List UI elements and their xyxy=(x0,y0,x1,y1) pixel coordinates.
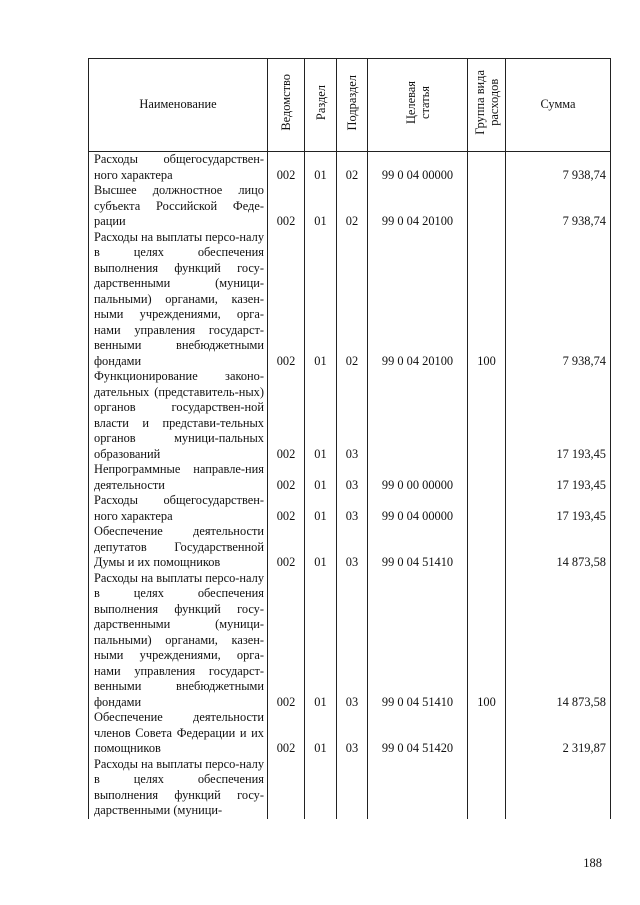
row-target-article: 99 0 04 51410 xyxy=(368,524,468,571)
row-amount xyxy=(506,757,611,819)
row-subsection: 03 xyxy=(337,524,368,571)
header-expense-group: Группа вида расходов xyxy=(468,59,506,152)
row-expense-group xyxy=(468,152,506,184)
row-target-article: 99 0 04 20100 xyxy=(368,183,468,230)
row-department: 002 xyxy=(268,230,305,370)
page-number: 188 xyxy=(583,856,602,870)
table-row xyxy=(89,183,611,230)
row-amount: 2 319,87 xyxy=(506,710,611,757)
row-expense-group xyxy=(468,369,506,462)
table-body xyxy=(89,152,611,819)
row-name: Непрограммные направле-ния деятельности xyxy=(89,462,268,493)
table-header-row xyxy=(89,59,611,152)
table-row xyxy=(89,493,611,524)
row-section: 01 xyxy=(305,183,337,230)
row-name: Обеспечение деятельности членов Совета Федерации и их помощников xyxy=(89,710,268,757)
row-amount: 14 873,58 xyxy=(506,571,611,711)
table-row xyxy=(89,369,611,462)
header-target-article: Целевая статья xyxy=(368,59,468,152)
row-department: 002 xyxy=(268,183,305,230)
row-name: Расходы общегосударствен-ного характера xyxy=(89,493,268,524)
row-name: Расходы на выплаты персо-налу в целях обеспечения выполнения функций госу-дарственными (муници- xyxy=(89,757,268,819)
row-target-article: 99 0 04 00000 xyxy=(368,152,468,184)
row-target-article: 99 0 04 51410 xyxy=(368,571,468,711)
row-section: 01 xyxy=(305,230,337,370)
row-expense-group xyxy=(468,183,506,230)
row-amount: 7 938,74 xyxy=(506,183,611,230)
row-subsection: 02 xyxy=(337,152,368,184)
row-department: 002 xyxy=(268,710,305,757)
row-name: Обеспечение деятельности депутатов Государственной Думы и их помощников xyxy=(89,524,268,571)
row-subsection: 03 xyxy=(337,462,368,493)
row-amount: 7 938,74 xyxy=(506,230,611,370)
row-name: Расходы на выплаты персо-налу в целях обеспечения выполнения функций госу-дарственными (муници-пальными) органами, казен-ными учреждениями, орга-нами управления государст-венными внебюджетными фондами xyxy=(89,230,268,370)
row-department: 002 xyxy=(268,571,305,711)
row-amount: 17 193,45 xyxy=(506,462,611,493)
table-row xyxy=(89,710,611,757)
row-amount: 17 193,45 xyxy=(506,369,611,462)
header-department: Ведомство xyxy=(268,59,305,152)
row-subsection: 03 xyxy=(337,493,368,524)
header-subsection: Подраздел xyxy=(337,59,368,152)
row-expense-group xyxy=(468,757,506,819)
row-target-article: 99 0 04 20100 xyxy=(368,230,468,370)
row-department: 002 xyxy=(268,462,305,493)
row-amount: 7 938,74 xyxy=(506,152,611,184)
row-amount: 14 873,58 xyxy=(506,524,611,571)
header-section: Раздел xyxy=(305,59,337,152)
row-expense-group xyxy=(468,710,506,757)
row-subsection: 03 xyxy=(337,571,368,711)
row-target-article: 99 0 04 51420 xyxy=(368,710,468,757)
row-section: 01 xyxy=(305,493,337,524)
row-amount: 17 193,45 xyxy=(506,493,611,524)
row-subsection: 02 xyxy=(337,183,368,230)
row-expense-group xyxy=(468,462,506,493)
row-department xyxy=(268,757,305,819)
row-target-article: 99 0 00 00000 xyxy=(368,462,468,493)
row-name: Функционирование законо-дательных (представитель-ных) органов государствен-ной власти и представи-тельных органов муници-пальных образований xyxy=(89,369,268,462)
row-target-article xyxy=(368,757,468,819)
table-row xyxy=(89,462,611,493)
table-row xyxy=(89,524,611,571)
row-expense-group: 100 xyxy=(468,571,506,711)
row-section: 01 xyxy=(305,152,337,184)
row-name: Расходы общегосударствен-ного характера xyxy=(89,152,268,184)
row-expense-group xyxy=(468,493,506,524)
row-section xyxy=(305,757,337,819)
row-section: 01 xyxy=(305,524,337,571)
row-department: 002 xyxy=(268,493,305,524)
row-expense-group xyxy=(468,524,506,571)
table-row xyxy=(89,230,611,370)
table-row xyxy=(89,757,611,819)
row-name: Расходы на выплаты персо-налу в целях обеспечения выполнения функций госу-дарственными (муници-пальными) органами, казен-ными учреждениями, орга-нами управления государст-венными внебюджетными фондами xyxy=(89,571,268,711)
table-row xyxy=(89,152,611,184)
row-name: Высшее должностное лицо субъекта Российской Феде-рации xyxy=(89,183,268,230)
budget-table xyxy=(88,58,611,819)
row-department: 002 xyxy=(268,369,305,462)
row-target-article xyxy=(368,369,468,462)
row-section: 01 xyxy=(305,462,337,493)
table-row xyxy=(89,571,611,711)
row-section: 01 xyxy=(305,571,337,711)
header-amount: Сумма xyxy=(506,59,611,152)
row-target-article: 99 0 04 00000 xyxy=(368,493,468,524)
row-section: 01 xyxy=(305,710,337,757)
row-department: 002 xyxy=(268,524,305,571)
header-name: Наименование xyxy=(89,59,268,152)
row-subsection: 03 xyxy=(337,710,368,757)
row-subsection: 02 xyxy=(337,230,368,370)
row-section: 01 xyxy=(305,369,337,462)
row-expense-group: 100 xyxy=(468,230,506,370)
row-department: 002 xyxy=(268,152,305,184)
row-subsection xyxy=(337,757,368,819)
row-subsection: 03 xyxy=(337,369,368,462)
